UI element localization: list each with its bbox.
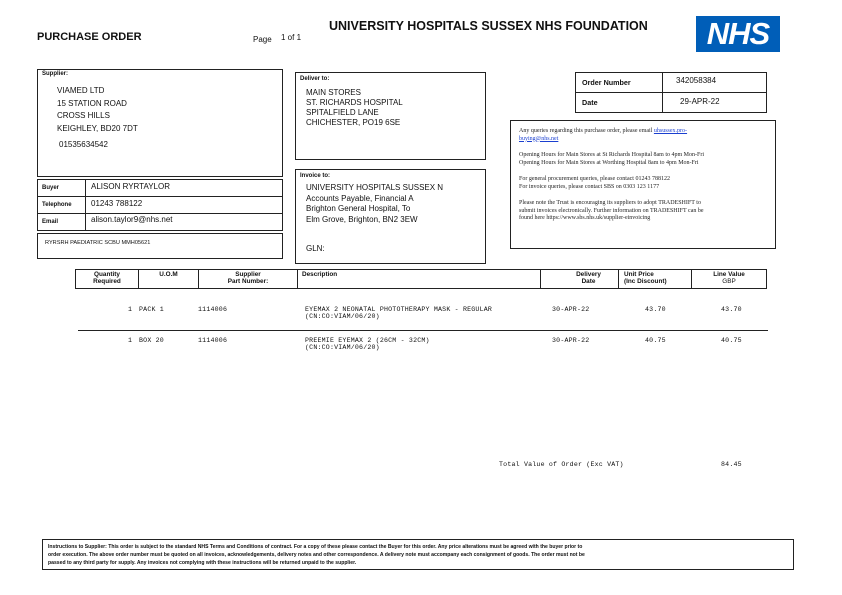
order-date-row xyxy=(575,92,767,113)
row-2-uom: BOX 20 xyxy=(139,337,164,344)
supplier-instructions xyxy=(48,543,585,567)
column-header-delivery-date xyxy=(540,269,619,289)
invoice-line: Elm Grove, Brighton, BN2 3EW xyxy=(306,214,418,224)
buyer-telephone: 01243 788122 xyxy=(91,199,143,208)
invoice-queries: For invoice queries, please contact SBS on 0303 123 1177 xyxy=(519,183,660,190)
invoice-line: Brighton General Hospital, To xyxy=(306,204,411,213)
row-1-part: 1114006 xyxy=(198,306,228,313)
gln-label: GLN: xyxy=(306,244,325,253)
header-text: Date xyxy=(581,278,596,285)
delivery-line: MAIN STORES xyxy=(306,88,361,97)
deliver-to-label: Deliver to: xyxy=(300,76,330,82)
delivery-line: CHICHESTER, PO19 6SE xyxy=(306,118,401,127)
row-1-line-value: 43.70 xyxy=(721,306,742,313)
row-1-qty: 1 xyxy=(128,306,133,313)
row-1-unit-price: 43.70 xyxy=(645,306,666,313)
row-2-part: 1114006 xyxy=(198,337,228,344)
instructions-line: Instructions to Supplier: This order is subject to the standard NHS Terms and Conditions of contract. For a copy of these please contact the Buyer for this order. Any price alterations must be agreed with the buyer prior to xyxy=(48,544,583,550)
row-1-contract: (CN:CO:VIAM/06/20) xyxy=(305,313,380,320)
supplier-address xyxy=(57,85,138,135)
order-date: 29-APR-22 xyxy=(680,97,720,106)
column-header-unit-price xyxy=(618,269,692,289)
row-2-unit-price: 40.75 xyxy=(645,337,666,344)
header-text: Description xyxy=(302,271,338,278)
row-2-contract: (CN:CO:VIAM/06/20) xyxy=(305,344,380,351)
email-label: Email xyxy=(42,219,59,225)
queries-email-link-cont[interactable]: buying@nhs.net xyxy=(519,135,559,142)
buyer-reference: RYRSRH PAEDIATRIC SCBU MMH05621 xyxy=(45,240,151,246)
telephone-row xyxy=(37,196,283,214)
row-2-description: PREEMIE EYEMAX 2 (26CM - 32CM) xyxy=(305,337,430,344)
header-text: Delivery xyxy=(576,271,601,278)
store-hours-st-richards: Opening Hours for Main Stores at St Richards Hospital 8am to 4pm Mon-Fri xyxy=(519,152,704,158)
buyer-email: alison.taylor9@nhs.net xyxy=(91,215,173,224)
delivery-line: SPITALFIELD LANE xyxy=(306,108,379,117)
total-value: 84.45 xyxy=(721,461,742,468)
order-number: 342058384 xyxy=(676,76,717,85)
page-number: 1 of 1 xyxy=(281,33,302,42)
row-1-date: 30-APR-22 xyxy=(552,306,590,313)
header-text: U.O.M xyxy=(159,271,178,278)
queries-text: Any queries regarding this purchase order, please email xyxy=(519,128,653,134)
column-header-line-value xyxy=(691,269,767,289)
header-text: Quantity xyxy=(94,271,120,278)
buyer-label: Buyer xyxy=(42,185,60,191)
organisation-title: UNIVERSITY HOSPITALS SUSSEX NHS FOUNDATION xyxy=(329,19,648,33)
order-divider xyxy=(662,72,663,113)
tradeshift-note: found here https://www.sbs.nhs.uk/supplier-einvoicing xyxy=(519,215,651,221)
invoice-line: Accounts Payable, Financial A xyxy=(306,193,414,203)
document-type: PURCHASE ORDER xyxy=(37,31,142,43)
column-header-uom xyxy=(138,269,199,289)
tradeshift-note: submit invoices electronically. Further information on TRADESHIFT can be xyxy=(519,207,704,214)
notes-text xyxy=(519,128,769,223)
delivery-address xyxy=(306,88,403,128)
supplier-line: 15 STATION ROAD xyxy=(57,98,127,108)
header-text: (Inc Discount) xyxy=(624,278,667,285)
column-header-quantity xyxy=(75,269,139,289)
supplier-label: Supplier: xyxy=(42,71,69,77)
buyer-name: ALISON RYRTAYLOR xyxy=(91,182,170,191)
instructions-line: order execution. The above order number must be quoted on all invoices, acknowledgements, delivery notes and other correspondence. A delivery note must accompany each consignment of goods. The order must not be xyxy=(48,552,585,558)
header-text: GBP xyxy=(722,278,736,285)
row-separator xyxy=(78,330,768,331)
order-number-label: Order Number xyxy=(582,78,631,87)
telephone-label: Telephone xyxy=(42,202,72,208)
row-1-description: EYEMAX 2 NEONATAL PHOTOTHERAPY MASK - REGULAR xyxy=(305,306,493,313)
nhs-logo: NHS xyxy=(696,16,780,52)
procurement-queries: For general procurement queries, please contact 01243 788122 xyxy=(519,176,670,182)
instructions-line: passed to any third party for supply. Any invoices not complying with these instructions will be returned unpaid to the supplier. xyxy=(48,560,357,566)
column-header-supplier-part xyxy=(198,269,298,289)
tradeshift-note: Please note the Trust is encouraging its suppliers to adopt TRADESHIFT to xyxy=(519,200,701,206)
buyer-divider xyxy=(85,179,86,231)
supplier-line: KEIGHLEY, BD20 7DT xyxy=(57,123,138,133)
header-text: Unit Price xyxy=(624,271,654,278)
queries-email-link[interactable]: uhsussex.pro- xyxy=(653,128,688,134)
delivery-line: ST. RICHARDS HOSPITAL xyxy=(306,98,403,107)
invoice-to-label: Invoice to: xyxy=(300,173,331,179)
invoice-address xyxy=(306,183,443,225)
total-label: Total Value of Order (Exc VAT) xyxy=(499,461,624,468)
reference-box xyxy=(37,233,283,259)
supplier-line: VIAMED LTD xyxy=(57,86,105,95)
supplier-phone: 01535634542 xyxy=(59,140,108,149)
page-label: Page xyxy=(253,35,272,44)
header-text: Supplier xyxy=(235,271,261,278)
row-1-uom: PACK 1 xyxy=(139,306,164,313)
column-header-description xyxy=(297,269,541,289)
row-2-date: 30-APR-22 xyxy=(552,337,590,344)
supplier-line: CROSS HILLS xyxy=(57,111,110,120)
header-text: Line Value xyxy=(713,271,745,278)
invoice-line: UNIVERSITY HOSPITALS SUSSEX N xyxy=(306,183,444,192)
header-text: Required xyxy=(93,278,121,285)
row-2-qty: 1 xyxy=(128,337,133,344)
store-hours-worthing: Opening Hours for Main Stores at Worthing Hospital 8am to 4pm Mon-Fri xyxy=(519,159,699,166)
header-text: Part Number: xyxy=(227,278,269,285)
row-2-line-value: 40.75 xyxy=(721,337,742,344)
order-date-label: Date xyxy=(582,98,598,107)
